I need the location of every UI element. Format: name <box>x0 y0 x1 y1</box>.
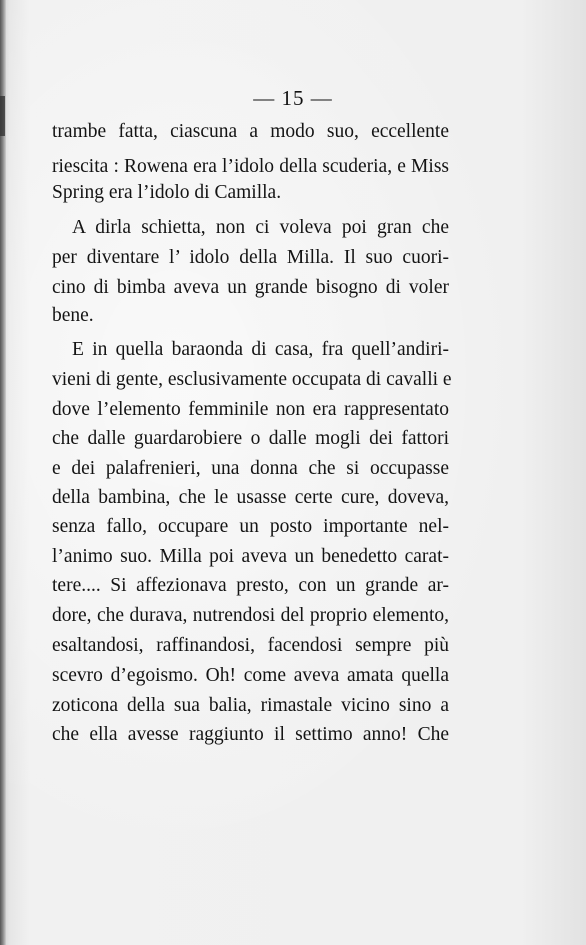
text-line: che ella avesse raggiunto il settimo anno! Che <box>52 724 449 745</box>
text-line: dove l’elemento femminile non era rappresentato <box>52 399 449 420</box>
text-line: che dalle guardarobiere o dalle mogli dei fattori <box>52 428 449 449</box>
text-line: l’animo suo. Milla poi aveva un benedetto carat- <box>52 546 449 567</box>
text-line: vieni di gente, esclusivamente occupata di cavalli e <box>52 369 452 390</box>
text-line: A dirla schietta, non ci voleva poi gran che <box>72 217 449 238</box>
text-line: trambe fatta, ciascuna a modo suo, eccellente <box>52 121 449 142</box>
text-line: riescita : Rowena era l’idolo della scuderia, e Miss <box>52 156 449 177</box>
page-spine-edge <box>0 0 6 945</box>
text-line: senza fallo, occupare un posto importante nel- <box>52 516 449 537</box>
text-line: cino di bimba aveva un grande bisogno di voler <box>52 277 449 298</box>
text-line: e dei palafrenieri, una donna che si occupasse <box>52 458 449 479</box>
text-line: E in quella baraonda di casa, fra quell’andiri- <box>72 339 449 360</box>
text-line: bene. <box>52 305 94 326</box>
text-line: per diventare l’ idolo della Milla. Il suo cuori- <box>52 247 449 268</box>
page-number: — 15 — <box>253 86 333 110</box>
text-line: Spring era l’idolo di Camilla. <box>52 182 282 203</box>
text-line: tere.... Si affezionava presto, con un grande ar- <box>52 575 449 596</box>
text-line: scevro d’egoismo. Oh! come aveva amata quella <box>52 665 449 686</box>
text-line: dore, che durava, nutrendosi del proprio elemento, <box>52 605 449 626</box>
text-line: esaltandosi, raffinandosi, facendosi sempre più <box>52 635 449 656</box>
text-line: zoticona della sua balia, rimastale vicino sino a <box>52 695 449 716</box>
text-line: della bambina, che le usasse certe cure, doveva, <box>52 487 449 508</box>
